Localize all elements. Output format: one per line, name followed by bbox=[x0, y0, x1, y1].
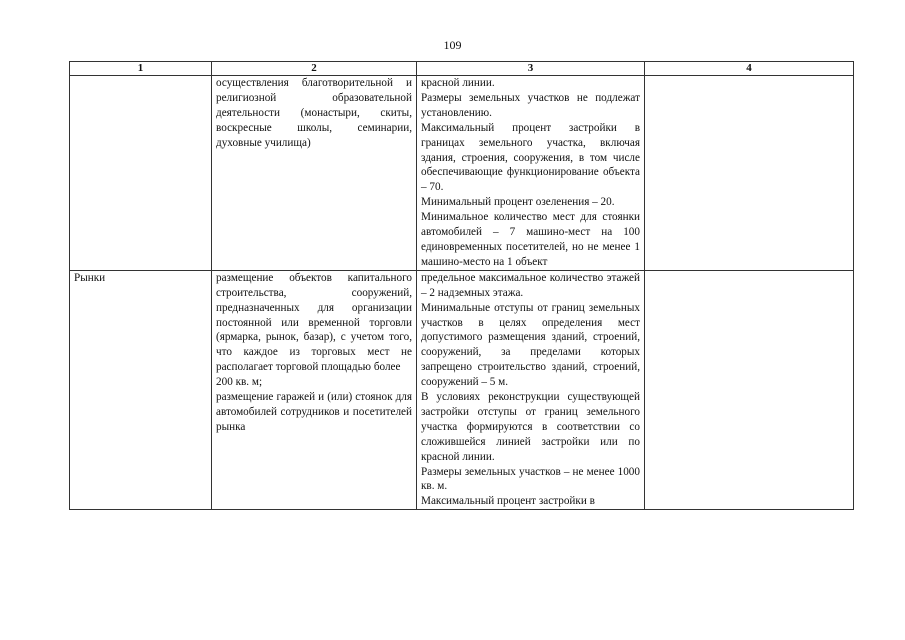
row2-col2-paragraph: размещение объектов капитального строительства, сооружений, предназначенных для организации постоянной или временной торговли (ярмарка, рынок, базар), с учетом того, что каждое из торговых мест не располагает торговой площадью более bbox=[216, 271, 412, 374]
row2-col2-paragraph: размещение гаражей и (или) стоянок для автомобилей сотрудников и посетителей рынка bbox=[216, 391, 412, 433]
column-header-3: 3 bbox=[417, 62, 645, 76]
row1-col3-paragraph: Максимальный процент застройки в границах земельного участка, включая здания, строения, сооружения, в том числе обеспечивающие функционирование объекта – 70. bbox=[421, 121, 640, 194]
row1-col2-paragraph: осуществления благотворительной и религиозной образовательной деятельности (монастыри, скиты, воскресные школы, семинарии, духовные училища) bbox=[216, 77, 412, 149]
row2-col3-paragraph: предельное максимальное количество этажей – 2 надземных этажа. bbox=[421, 271, 640, 299]
row2-col2-cell bbox=[212, 270, 417, 510]
row2-col3-cell bbox=[417, 270, 645, 510]
column-header-4: 4 bbox=[645, 62, 854, 76]
table-row bbox=[70, 76, 854, 271]
row1-col4-cell bbox=[645, 76, 854, 271]
zoning-table bbox=[69, 61, 854, 510]
table-row bbox=[70, 270, 854, 510]
page-number: 109 bbox=[443, 38, 462, 52]
row2-col3-paragraph: Минимальные отступы от границ земельных участков в целях определения мест допустимого размещения зданий, строений, сооружений, за пределами которых запрещено строительство зданий, строений, сооружений – 5 м. bbox=[421, 301, 640, 389]
row2-col3-paragraph: Максимальный процент застройки в bbox=[421, 495, 595, 508]
column-header-2: 2 bbox=[212, 62, 417, 76]
row1-col2-cell bbox=[212, 76, 417, 271]
column-header-1: 1 bbox=[70, 62, 212, 76]
row1-col1-cell bbox=[70, 76, 212, 271]
row1-col3-paragraph: Размеры земельных участков не подлежат установлению. bbox=[421, 91, 640, 119]
row2-col4-cell bbox=[645, 270, 854, 510]
row2-col1-cell: Рынки bbox=[70, 270, 212, 510]
row2-col2-paragraph: 200 кв. м; bbox=[216, 376, 263, 389]
row2-col3-paragraph: В условиях реконструкции существующей застройки отступы от границ земельного участка формируются в соответствии со сложившейся линией застройки или по красной линии. bbox=[421, 391, 640, 463]
row1-col3-paragraph: красной линии. bbox=[421, 77, 495, 89]
row2-col3-paragraph: Размеры земельных участков – не менее 1000 кв. м. bbox=[421, 465, 640, 493]
row1-col3-cell bbox=[417, 76, 645, 271]
table-header-row bbox=[70, 62, 854, 76]
row1-col3-paragraph: Минимальный процент озеленения – 20. bbox=[421, 196, 615, 209]
row1-col3-paragraph: Минимальное количество мест для стоянки автомобилей – 7 машино-мест на 100 единовременных посетителей, но не менее 1 машино-место на 1 объект bbox=[421, 211, 640, 268]
